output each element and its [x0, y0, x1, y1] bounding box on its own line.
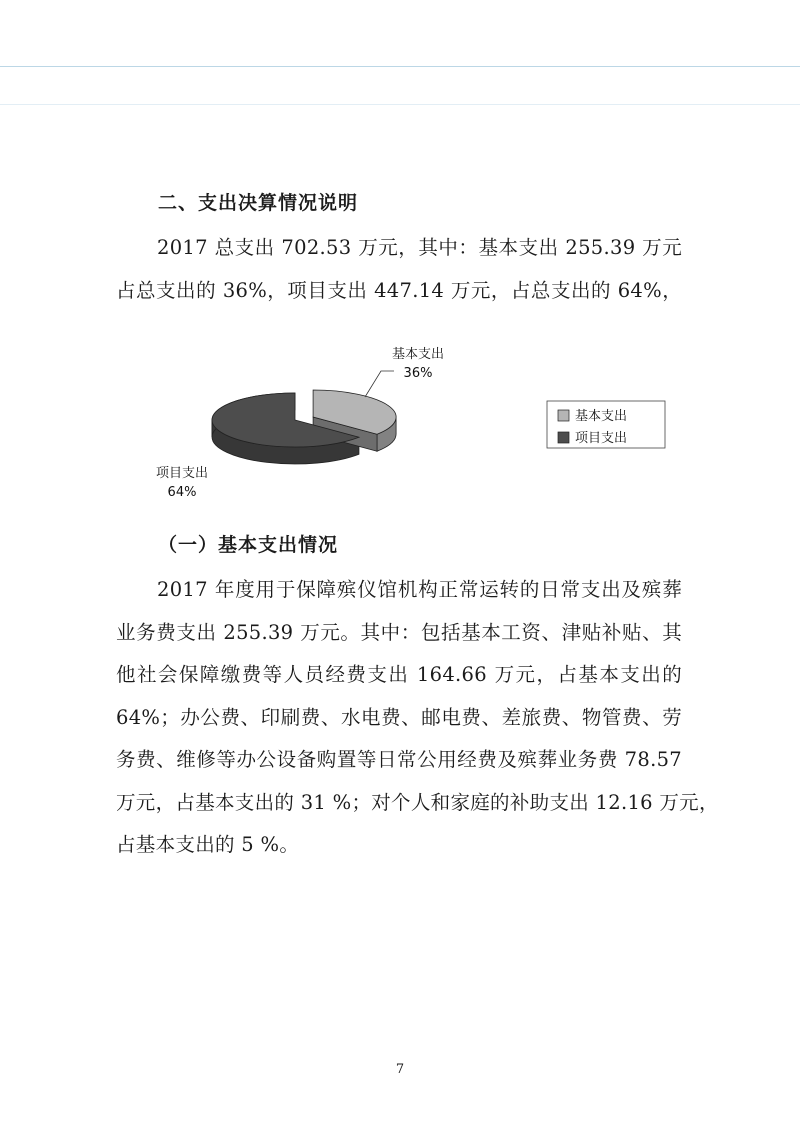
- body-line: 占基本支出的 5 %。: [116, 833, 300, 856]
- legend-swatch: [558, 432, 569, 443]
- pie-data-label-value: 36%: [403, 366, 433, 381]
- body-line: 业务费支出 255.39 万元。其中：包括基本工资、津贴补贴、其: [116, 621, 682, 644]
- body-line: 64%；办公费、印刷费、水电费、邮电费、差旅费、物管费、劳: [116, 706, 682, 729]
- body-line: 务费、维修等办公设备购置等日常公用经费及殡葬业务费 78.57: [116, 748, 682, 771]
- pie-data-label-name: 基本支出: [391, 347, 445, 362]
- body-line: 万元，占基本支出的 31 %；对个人和家庭的补助支出 12.16 万元，: [116, 791, 719, 814]
- expenditure-pie-chart: [0, 0, 800, 520]
- page-number: 7: [395, 1062, 405, 1077]
- body-line: 他社会保障缴费等人员经费支出 164.66 万元，占基本支出的: [116, 663, 682, 686]
- pie-data-label-name: 项目支出: [155, 466, 209, 481]
- summary-line: 占总支出的 36%，项目支出 447.14 万元，占总支出的 64%，: [116, 279, 682, 302]
- section-title: 二、支出决算情况说明: [158, 192, 359, 214]
- pie-data-label-value: 64%: [167, 485, 197, 500]
- legend-label: 基本支出: [575, 409, 628, 424]
- summary-line: 2017 总支出 702.53 万元，其中：基本支出 255.39 万元: [157, 236, 682, 259]
- body-line: 2017 年度用于保障殡仪馆机构正常运转的日常支出及殡葬: [157, 578, 682, 601]
- legend-swatch: [558, 410, 569, 421]
- pie-leader-line: [365, 371, 394, 397]
- legend-label: 项目支出: [575, 431, 628, 446]
- subsection-title: （一）基本支出情况: [158, 534, 339, 556]
